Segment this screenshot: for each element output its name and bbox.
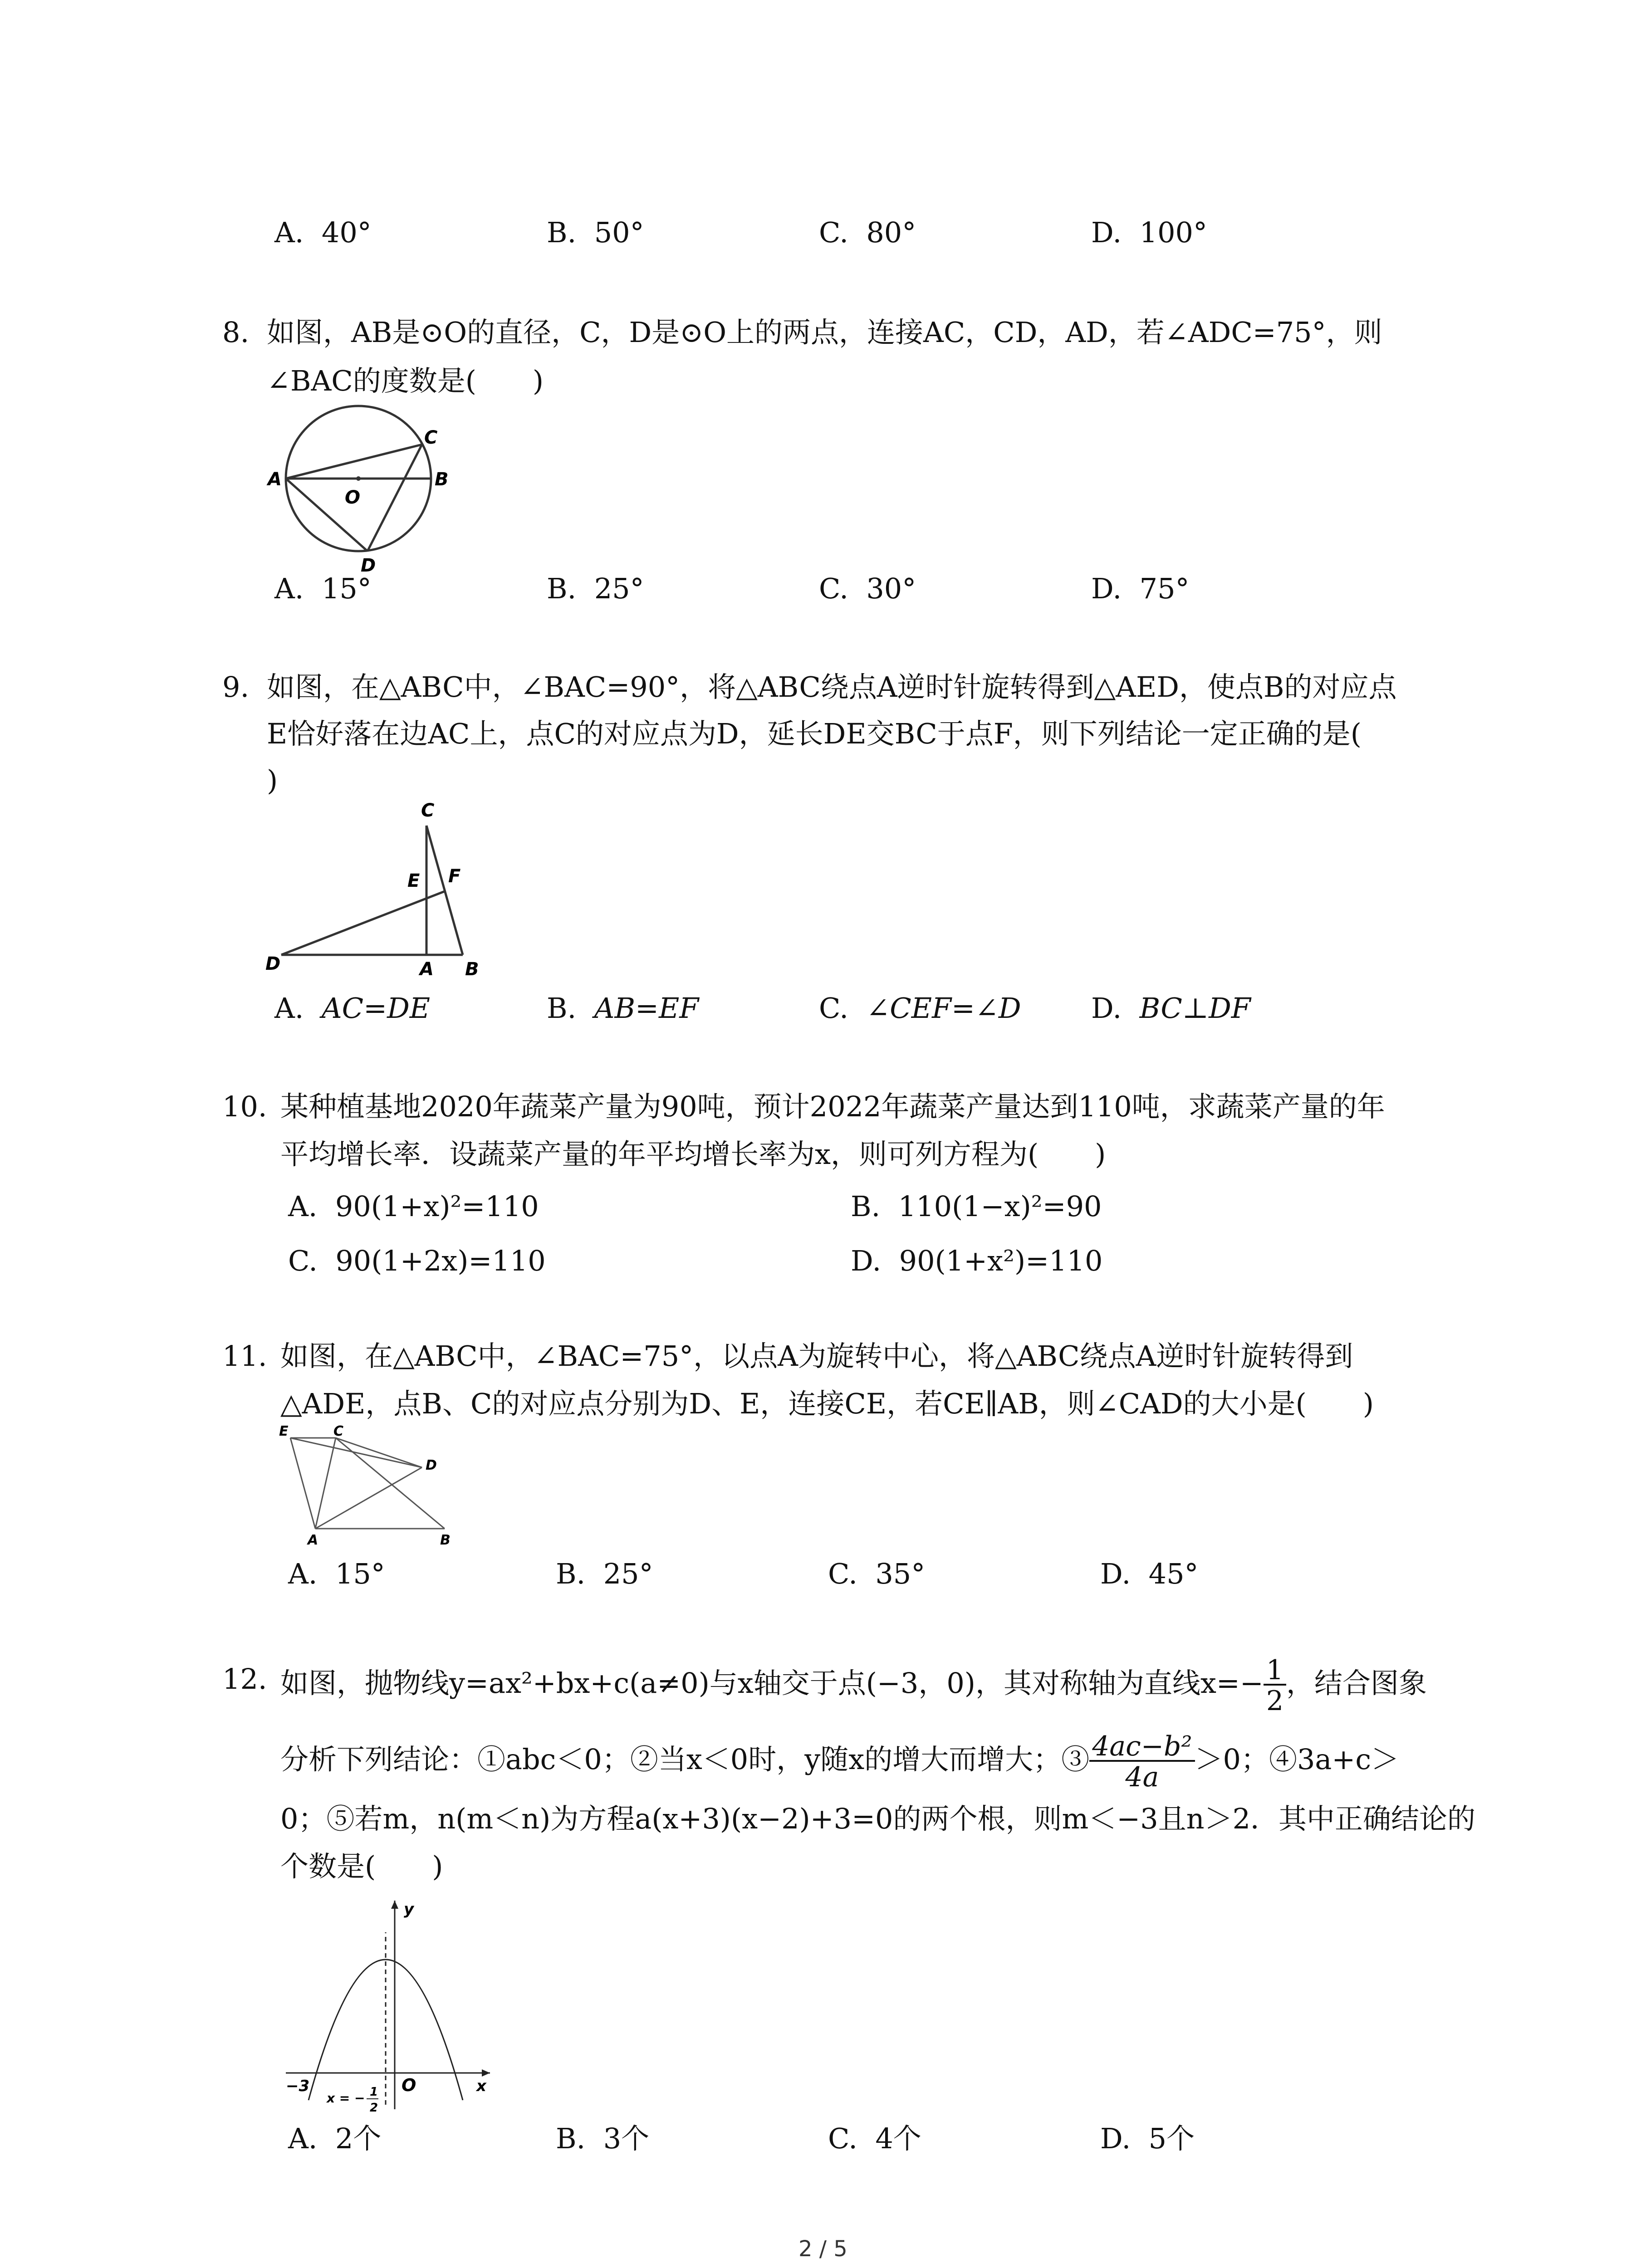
q10-option-d: D. 90(1+x²)=110 xyxy=(851,1244,1103,1277)
q10-option-a: A. 90(1+x)²=110 xyxy=(288,1190,539,1223)
q10-stem-line2: 平均增长率．设蔬菜产量的年平均增长率为x，则可列方程为( ) xyxy=(280,1138,1106,1171)
q8-option-b: B. 25° xyxy=(547,572,644,605)
q8-option-a: A. 15° xyxy=(274,572,372,605)
q10-stem-line1: 某种植基地2020年蔬菜产量为90吨，预计2022年蔬菜产量达到110吨，求蔬菜产量的年 xyxy=(280,1090,1385,1123)
q12-half-fraction xyxy=(1264,1654,1286,1717)
q9-label-e: E xyxy=(407,870,420,891)
q12-stem-line4: 个数是( ) xyxy=(280,1850,443,1883)
q9-label-d: D xyxy=(265,953,281,974)
q10-option-b: B. 110(1−x)²=90 xyxy=(851,1190,1102,1223)
q8-label-b: B xyxy=(435,469,449,490)
q12-option-a: A. 2个 xyxy=(288,2122,382,2155)
q9-option-b: B. AB=EF xyxy=(547,992,699,1025)
q12-stem-line1 xyxy=(280,1654,1427,1717)
q8-label-a: A xyxy=(268,469,282,490)
q12-label-axis-eq: x = − xyxy=(327,2091,365,2106)
q12-condition3-fraction xyxy=(1089,1730,1195,1793)
page-number: 2 / 5 xyxy=(798,2236,847,2262)
q11-stem-line2: △ADE，点B、C的对应点分别为D、E，连接CE，若CE∥AB，则∠CAD的大小是( ) xyxy=(280,1387,1374,1420)
q11-option-c: C. 35° xyxy=(828,1557,926,1590)
q9-label-b: B xyxy=(465,959,479,980)
q8-label-d: D xyxy=(361,555,376,576)
q12-stem-line2 xyxy=(280,1730,1400,1793)
q12-stem-line1-a: 如图，抛物线y=ax²+bx+c(a≠0)与x轴交于点(−3，0)，其对称轴为直线x=− xyxy=(280,1667,1264,1700)
q11-stem-line1: 如图，在△ABC中，∠BAC=75°，以点A为旋转中心，将△ABC绕点A逆时针旋转得到 xyxy=(280,1339,1353,1373)
q8-option-c: C. 30° xyxy=(819,572,916,605)
q9-label-c: C xyxy=(421,800,435,821)
q12-half-num: 1 xyxy=(1264,1657,1286,1686)
q11-option-d: D. 45° xyxy=(1100,1557,1199,1590)
q7-option-c: C. 80° xyxy=(819,216,916,249)
q9-number: 9. xyxy=(222,670,250,704)
q12-stem-line2-a: 分析下列结论：①abc＜0；②当x＜0时，y随x的增大而增大；③ xyxy=(280,1743,1090,1776)
q11-label-d: D xyxy=(426,1457,437,1473)
q9-stem-line2: E恰好落在边AC上，点C的对应点为D，延长DE交BC于点F，则下列结论一定正确的是( xyxy=(267,717,1362,750)
q12-figure xyxy=(277,1892,513,2127)
q8-figure xyxy=(263,399,454,576)
q7-option-a: A. 40° xyxy=(274,216,372,249)
q8-number: 8. xyxy=(222,316,250,349)
q11-label-e: E xyxy=(279,1423,289,1439)
q12-label-axis-den: 2 xyxy=(370,2101,378,2115)
q11-figure xyxy=(277,1424,467,1551)
q9-label-f: F xyxy=(448,866,461,887)
q12-option-b: B. 3个 xyxy=(556,2122,650,2155)
q9-option-d: D. BC⊥DF xyxy=(1091,992,1251,1025)
q9-option-a: A. AC=DE xyxy=(274,992,431,1025)
q12-stem-line3: 0；⑤若m，n(m＜n)为方程a(x+3)(x−2)+3=0的两个根，则m＜−3且n＞2．其中正确结论的 xyxy=(280,1802,1476,1835)
q12-number: 12. xyxy=(222,1662,267,1696)
q8-label-o: O xyxy=(345,487,361,508)
q12-label-o: O xyxy=(402,2075,416,2095)
q7-option-d: D. 100° xyxy=(1091,216,1207,249)
q11-label-b: B xyxy=(440,1532,451,1548)
q12-label-y: y xyxy=(404,1900,414,1918)
q8-stem-line2: ∠BAC的度数是( ) xyxy=(267,364,544,397)
q11-option-b: B. 25° xyxy=(556,1557,653,1590)
q10-number: 10. xyxy=(222,1090,267,1123)
q9-figure xyxy=(263,798,517,980)
q8-stem-line1: 如图，AB是⊙O的直径，C，D是⊙O上的两点，连接AC，CD，AD，若∠ADC=75°，则 xyxy=(267,316,1382,349)
q12-option-d: D. 5个 xyxy=(1100,2122,1195,2155)
q12-stem-line1-b: ，结合图象 xyxy=(1286,1667,1427,1700)
q10-option-c: C. 90(1+2x)=110 xyxy=(288,1244,546,1277)
q11-label-a: A xyxy=(308,1532,318,1548)
q12-label-neg3: −3 xyxy=(286,2077,310,2095)
q9-stem-line3: ) xyxy=(267,764,278,797)
q12-half-den: 2 xyxy=(1266,1685,1284,1717)
q12-frac3-den: 4a xyxy=(1125,1761,1159,1793)
q9-option-c: C. ∠CEF=∠D xyxy=(819,992,1021,1025)
q12-option-c: C. 4个 xyxy=(828,2122,921,2155)
q11-option-a: A. 15° xyxy=(288,1557,385,1590)
q7-option-b: B. 50° xyxy=(547,216,644,249)
q8-option-d: D. 75° xyxy=(1091,572,1190,605)
q11-label-c: C xyxy=(333,1423,344,1439)
q9-label-a: A xyxy=(420,959,434,980)
q11-number: 11. xyxy=(222,1339,267,1373)
q12-frac3-num: 4ac−b² xyxy=(1089,1733,1195,1762)
q12-stem-line2-b: ＞0；④3a+c＞ xyxy=(1195,1743,1400,1776)
q12-label-x: x xyxy=(476,2077,486,2095)
q8-label-c: C xyxy=(424,427,438,448)
q12-label-axis-num: 1 xyxy=(370,2085,378,2099)
q9-stem-line1: 如图，在△ABC中，∠BAC=90°，将△ABC绕点A逆时针旋转得到△AED，使点B的对应点 xyxy=(267,670,1397,704)
